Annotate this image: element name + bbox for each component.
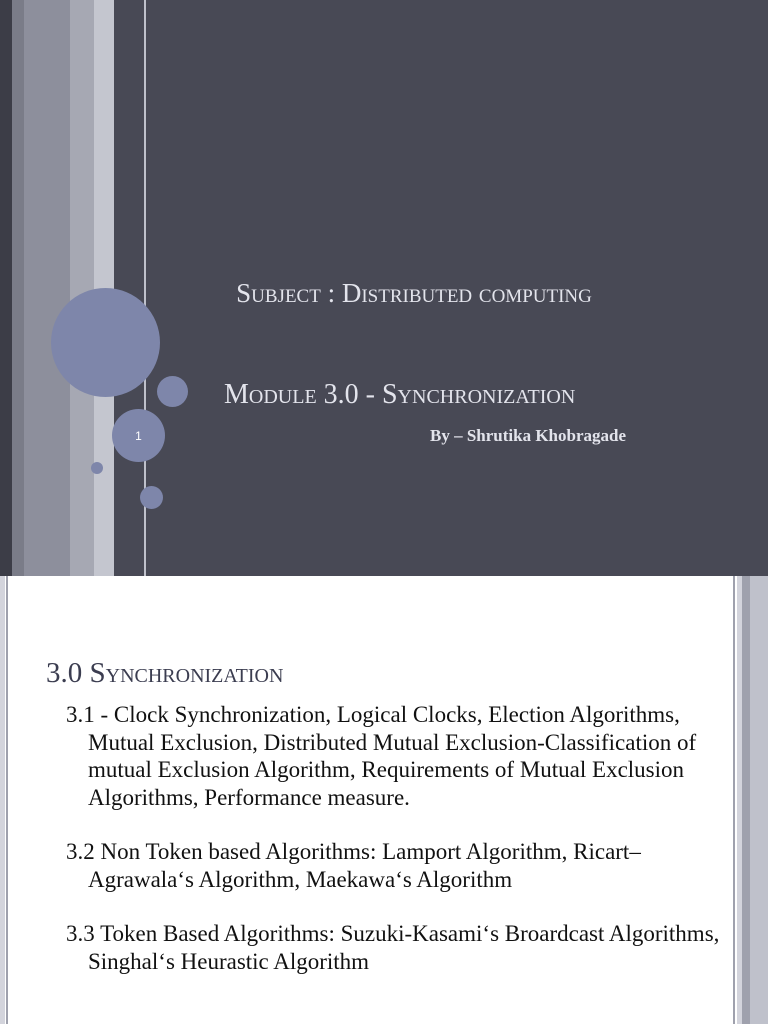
decorative-circle-small xyxy=(157,376,188,407)
decorative-stripe xyxy=(12,0,24,576)
decorative-stripe xyxy=(114,0,144,576)
decorative-stripe xyxy=(742,576,750,1024)
decorative-stripe xyxy=(70,0,94,576)
decorative-stripe xyxy=(733,576,735,1024)
decorative-stripe xyxy=(6,576,8,1024)
author-line: By – Shrutika Khobragade xyxy=(430,426,627,445)
list-item: 3.2 Non Token based Algorithms: Lamport Algorithm, Ricart–Agrawala‘s Algorithm, Maekawa‘s Algorithm xyxy=(66,839,641,892)
module-title: Module 3.0 - Synchronization xyxy=(224,379,576,410)
list-item: 3.3 Token Based Algorithms: Suzuki-Kasami‘s Broardcast Algorithms, Singhal‘s Heurastic Algorithm xyxy=(66,921,720,974)
decorative-stripe xyxy=(24,0,70,576)
decorative-circle-tiny xyxy=(91,462,103,474)
section-title: 3.0 Synchronization xyxy=(46,657,284,689)
slide-title: Subject : Distributed computing xyxy=(236,278,592,308)
content-slide xyxy=(0,576,768,1024)
decorative-stripe xyxy=(0,576,5,1024)
slide-number-badge: 1 xyxy=(112,409,165,462)
decorative-stripe xyxy=(0,0,12,576)
decorative-circle-large xyxy=(51,288,160,397)
topic-list xyxy=(66,701,731,1002)
list-item: 3.1 - Clock Synchronization, Logical Clocks, Election Algorithms, Mutual Exclusion, Distributed Mutual Exclusion-Classification of mutual Exclusion Algorithm, Requirements of Mutual Exclusion Algorithms, Performance measure. xyxy=(66,702,697,810)
decorative-stripe xyxy=(750,576,768,1024)
decorative-circle-small xyxy=(140,486,163,509)
